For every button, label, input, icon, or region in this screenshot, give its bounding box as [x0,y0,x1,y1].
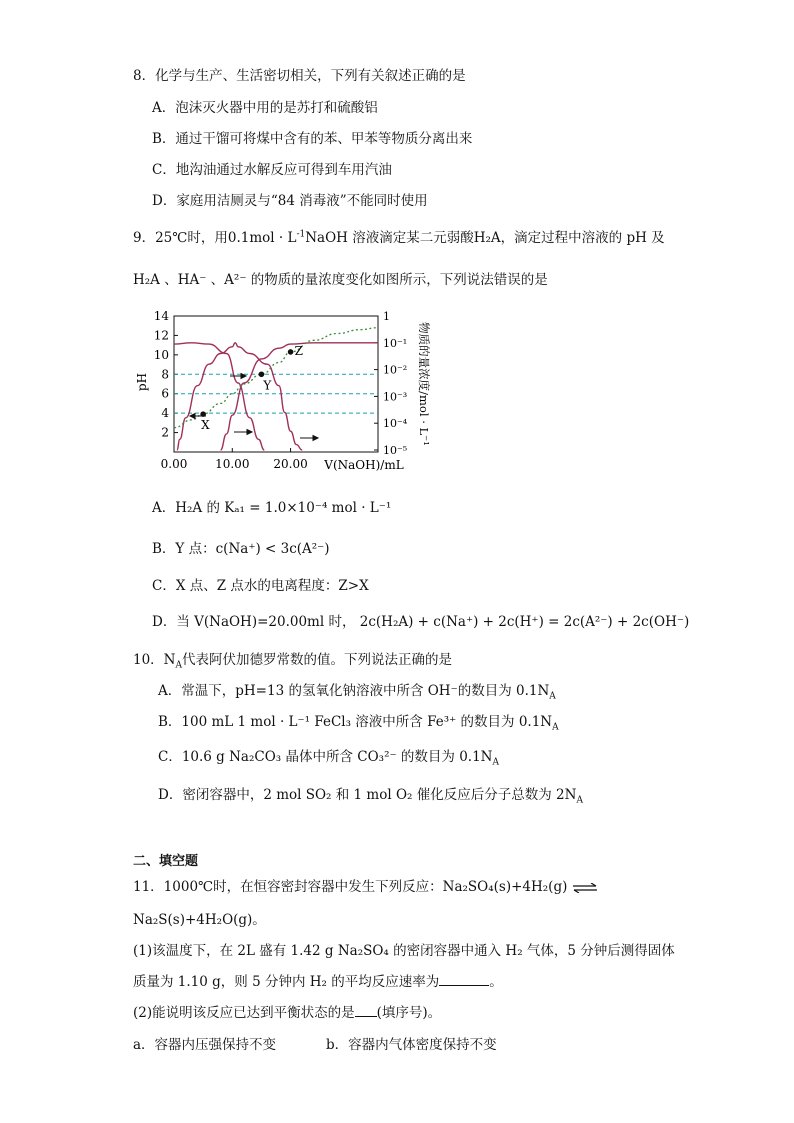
q10-option-a [158,681,556,701]
y-tick-left-label: 4 [161,406,169,421]
x-tick-label: 10.00 [215,457,250,471]
y-tick-left-label: 8 [161,367,169,382]
q9-stem [133,228,665,248]
q10-option-b-text: B．100 mL 1 mol · L⁻¹ FeCl₃ 溶液中所含 Fe³⁺ 的数目为 0.1N [158,714,553,730]
species-curve-haminus [177,343,302,450]
point-label-z: Z [294,343,303,358]
q10-option-b [158,712,559,732]
q9-option-c: C．X 点、Z 点水的电离程度：Z>X [152,578,369,594]
point-z [288,349,294,355]
answer-blank-equilibrium[interactable] [355,1004,377,1017]
y-tick-left-label: 6 [161,386,169,401]
q11-part1: (1)该温度下，在 2L 盛有 1.42 g Na₂SO₄ 的密闭容器中通入 H₂ 气体，5 分钟后测得固体 [133,943,675,959]
point-label-y: Y [263,378,272,393]
q8-option-d: D．家庭用洁厕灵与“84 消毒液”不能同时使用 [152,193,428,209]
q11-part1-text: 质量为 1.10 g，则 5 分钟内 H₂ 的平均反应速率为 [133,974,440,990]
q10-option-a-sub: A [549,691,556,702]
q10-stem-a: 10．N [133,652,176,668]
y-tick-right-label: 10⁻¹ [383,336,408,350]
q11-part2-end: (填序号)。 [376,1005,442,1021]
q8-option-b: B．通过干馏可将煤中含有的苯、甲苯等物质分离出来 [152,131,473,147]
y-tick-right-label: 10⁻³ [383,390,408,404]
q10-stem-sub: A [175,660,182,671]
q11-choice-a: a．容器内压强保持不变 [133,1037,277,1053]
y-tick-right-label: 10⁻⁴ [383,417,408,431]
species-curve-a2minus [221,343,378,450]
y-tick-right-label: 10⁻⁵ [383,444,408,457]
x-axis-label: V(NaOH)/mL [324,458,404,472]
q11-part2 [133,1003,441,1023]
y-tick-left-label: 12 [153,328,169,343]
y-axis-label-left: pH [135,372,149,392]
q11-stem [133,877,598,897]
q9-option-d: D．当 V(NaOH)=20.00ml 时， 2c(H₂A) + c(Na⁺) + 2c(H⁺) = 2c(A²⁻) + 2c(OH⁻) [152,614,690,630]
q8-stem: 8．化学与生产、生活密切相关，下列有关叙述正确的是 [133,68,466,84]
x-tick-label: 0.00 [160,457,188,471]
q9-conc: 0.1mol · L [227,230,297,246]
equilibrium-arrow-icon [572,883,598,893]
x-tick-label: 20.00 [273,457,308,471]
answer-blank-rate[interactable] [439,973,489,986]
y-tick-left-label: 2 [161,425,169,440]
q10-option-c-text: C．10.6 g Na₂CO₃ 晶体中所含 CO₃²⁻ 的数目为 0.1N [158,749,493,765]
titration-chart [130,308,430,480]
q10-option-c [158,747,499,767]
q10-option-d [158,785,583,805]
q10-option-a-text: A．常温下，pH=13 的氢氧化钠溶液中所含 OH⁻的数目为 0.1N [158,683,550,699]
q11-stem-text: 11．1000℃时，在恒容密封容器中发生下列反应：Na₂SO₄(s)+4H₂(g) [133,879,568,895]
q11-part1-end: 。 [489,974,503,990]
section-title: 二、填空题 [133,854,199,869]
y-tick-right-label: 1 [383,310,390,323]
q11-stem-cont: Na₂S(s)+4H₂O(g)。 [133,912,266,928]
q9-stem-a: 9．25℃时，用 [133,230,228,246]
q9-stem-c: ，滴定过程中溶液的 pH 及 [500,230,665,246]
q9-stem-b: NaOH 溶液滴定某二元弱酸 [305,230,474,246]
species-curve-h2a [174,343,264,450]
q9-conc-exp: -1 [296,229,306,240]
q10-option-b-sub: A [552,722,559,733]
q9-option-b: B．Y 点：c(Na⁺) < 3c(A²⁻) [152,541,330,557]
q8-option-c: C．地沟油通过水解反应可得到车用汽油 [152,162,392,178]
q9-option-a: A．H₂A 的 Kₐ₁ = 1.0×10⁻⁴ mol · L⁻¹ [152,500,392,516]
q9-acid: H₂A [473,230,501,246]
q11-part1-cont [133,972,503,992]
q10-stem [133,650,452,670]
point-label-x: X [201,418,210,433]
q10-option-d-sub: A [576,795,583,806]
y-tick-right-label: 10⁻² [383,363,408,377]
q10-option-d-text: D．密闭容器中，2 mol SO₂ 和 1 mol O₂ 催化反应后分子总数为 2N [158,787,577,803]
q9-stem-2: H₂A 、HA⁻ 、A²⁻ 的物质的量浓度变化如图所示，下列说法错误的是 [133,272,548,288]
y-tick-left-label: 14 [153,309,169,323]
q8-option-a: A．泡沫灭火器中用的是苏打和硫酸铝 [152,100,378,116]
q10-stem-b: 代表阿伏加德罗常数的值。下列说法正确的是 [182,652,452,668]
q10-option-c-sub: A [492,757,499,768]
y-tick-left-label: 10 [153,347,169,362]
y-axis-label-right: 物质的量浓度/mol · L⁻¹ [417,322,430,446]
q11-part2-text: (2)能说明该反应已达到平衡状态的是 [133,1005,355,1021]
q11-choice-b: b．容器内气体密度保持不变 [326,1037,497,1053]
point-y [259,371,265,377]
